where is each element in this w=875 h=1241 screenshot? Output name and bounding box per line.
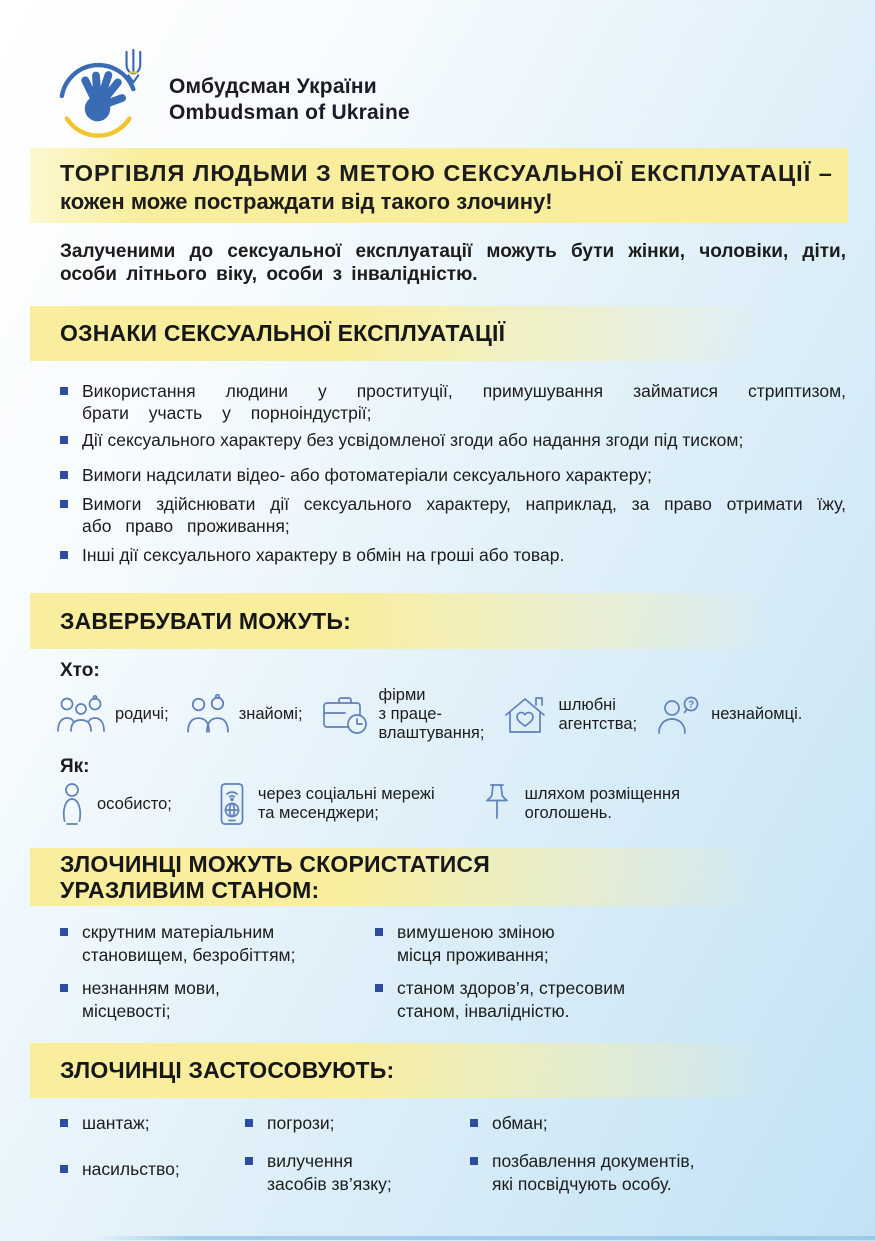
main-title-band: [30, 148, 848, 223]
main-title-line2: кожен може постраждати від такого злочину!: [60, 189, 553, 214]
logo-title-uk: Омбудсман України: [169, 75, 377, 98]
methods-item: [60, 1158, 180, 1181]
methods-item: [470, 1112, 548, 1135]
bullet-square-icon: [60, 500, 68, 508]
logo-title-en: Ombudsman of Ukraine: [169, 101, 410, 124]
section-methods-band: [30, 1043, 848, 1098]
who-item-acquaintances: [187, 694, 303, 736]
bullet-square-icon: [60, 984, 68, 992]
bullet-square-icon: [375, 928, 383, 936]
family-icon: [57, 694, 105, 736]
bullet-square-icon: [375, 984, 383, 992]
vulnerable-item: [375, 921, 695, 967]
section-signs-title: ОЗНАКИ СЕКСУАЛЬНОЇ ЕКСПЛУАТАЦІЇ: [60, 320, 506, 346]
vulnerable-item-text: скрутним матеріальним становищем, безробіттям;: [82, 922, 296, 965]
briefcase-clock-icon: [321, 693, 369, 737]
signs-bullet: [60, 429, 846, 451]
who-item-label: знайомі;: [238, 705, 303, 723]
vulnerable-item-text: вимушеною зміною місця проживання;: [397, 922, 555, 965]
how-item-ads: [479, 780, 680, 828]
who-item-label: незнайомці.: [711, 705, 803, 723]
vulnerable-item: [60, 977, 360, 1023]
signs-bullet-text: Вимоги надсилати відео- або фотоматеріали сексуального характеру;: [82, 465, 652, 485]
signs-bullet-text: Дії сексуального характеру без усвідомленої згоди або надання згоди під тиском;: [82, 430, 744, 450]
who-icon-row: [57, 686, 802, 743]
svg-text:?: ?: [688, 699, 695, 710]
intro-paragraph: Залученими до сексуальної експлуатації можуть бути жінки, чоловіки, діти, особи літнього віку, особи з інвалідністю.: [60, 241, 846, 285]
signs-bullet: [60, 493, 846, 537]
how-item-label: через соціальні мережі та месенджери;: [257, 785, 435, 822]
bullet-square-icon: [60, 551, 68, 559]
who-item-label: родичі;: [115, 705, 169, 723]
signs-bullet-text: Використання людини у проституції, примушування займатися стриптизом, брати участь у порноіндустрії;: [82, 381, 846, 423]
bullet-square-icon: [60, 928, 68, 936]
smartphone-icon: [216, 780, 248, 828]
section-recruiters-title: ЗАВЕРБУВАТИ МОЖУТЬ:: [60, 608, 351, 634]
who-item-marriage-agencies: [502, 694, 637, 736]
section-recruiters-band: [30, 593, 848, 649]
header-logo: [55, 48, 410, 142]
section-vulnerable-title-line2: УРАЗЛИВИМ СТАНОМ:: [60, 877, 320, 903]
methods-item: [60, 1112, 150, 1135]
vulnerable-item: [60, 921, 360, 967]
bullet-square-icon: [245, 1119, 253, 1127]
vulnerable-item-text: незнанням мови, місцевості;: [82, 978, 220, 1021]
main-title-line1: ТОРГІВЛЯ ЛЮДЬМИ З МЕТОЮ СЕКСУАЛЬНОЇ ЕКСПЛУАТАЦІЇ –: [60, 160, 833, 186]
bullet-square-icon: [470, 1119, 478, 1127]
who-item-strangers: [655, 694, 802, 736]
vulnerable-item-text: станом здоров’я, стресовим станом, інвалідністю.: [397, 978, 626, 1021]
bullet-square-icon: [245, 1157, 253, 1165]
pushpin-icon: [479, 780, 515, 828]
methods-item-text: позбавлення документів, які посвідчують особу.: [492, 1151, 695, 1194]
methods-item: [245, 1112, 335, 1135]
signs-bullet: [60, 544, 846, 566]
bullet-square-icon: [60, 387, 68, 395]
who-item-relatives: [57, 694, 169, 736]
footer-accent-line: [95, 1236, 875, 1240]
bullet-square-icon: [60, 436, 68, 444]
signs-bullet-text: Інші дії сексуального характеру в обмін на гроші або товар.: [82, 545, 565, 565]
how-item-social-media: [216, 780, 435, 828]
signs-bullet: [60, 464, 846, 486]
who-label: Хто:: [60, 660, 100, 681]
methods-item: [470, 1150, 695, 1196]
how-item-personally: [57, 780, 172, 828]
bullet-square-icon: [60, 471, 68, 479]
methods-item-text: вилучення засобів зв’язку;: [267, 1151, 392, 1194]
methods-item-text: шантаж;: [82, 1113, 150, 1133]
who-item-employment-firms: [321, 686, 485, 743]
bullet-square-icon: [60, 1165, 68, 1173]
ombudsman-logo-icon: [55, 48, 153, 142]
methods-item-text: насильство;: [82, 1159, 180, 1179]
how-item-label: особисто;: [97, 794, 172, 813]
how-label: Як:: [60, 756, 90, 777]
bullet-square-icon: [60, 1119, 68, 1127]
bullet-square-icon: [470, 1157, 478, 1165]
person-icon: [57, 780, 87, 828]
how-icon-row: [57, 780, 680, 828]
logo-wordmark: [169, 64, 410, 126]
stranger-question-icon: [655, 694, 701, 736]
who-item-label: шлюбні агентства;: [558, 695, 638, 733]
two-people-icon: [187, 694, 229, 736]
methods-item-text: обман;: [492, 1113, 548, 1133]
methods-item: [245, 1150, 392, 1196]
house-heart-icon: [502, 694, 548, 736]
section-methods-title: ЗЛОЧИНЦІ ЗАСТОСОВУЮТЬ:: [60, 1057, 395, 1083]
methods-item-text: погрози;: [267, 1113, 335, 1133]
who-item-label: фірми з праце- влаштування;: [378, 686, 485, 742]
signs-bullet: [60, 380, 846, 424]
section-vulnerable-band: [30, 848, 848, 906]
vulnerable-item: [375, 977, 695, 1023]
signs-bullet-text: Вимоги здійснювати дії сексуального характеру, наприклад, за право отримати їжу, або право проживання;: [82, 494, 846, 536]
section-signs-band: [30, 306, 848, 361]
how-item-label: шляхом розміщення оголошень.: [524, 785, 681, 822]
section-vulnerable-title-line1: ЗЛОЧИНЦІ МОЖУТЬ СКОРИСТАТИСЯ: [60, 851, 490, 877]
